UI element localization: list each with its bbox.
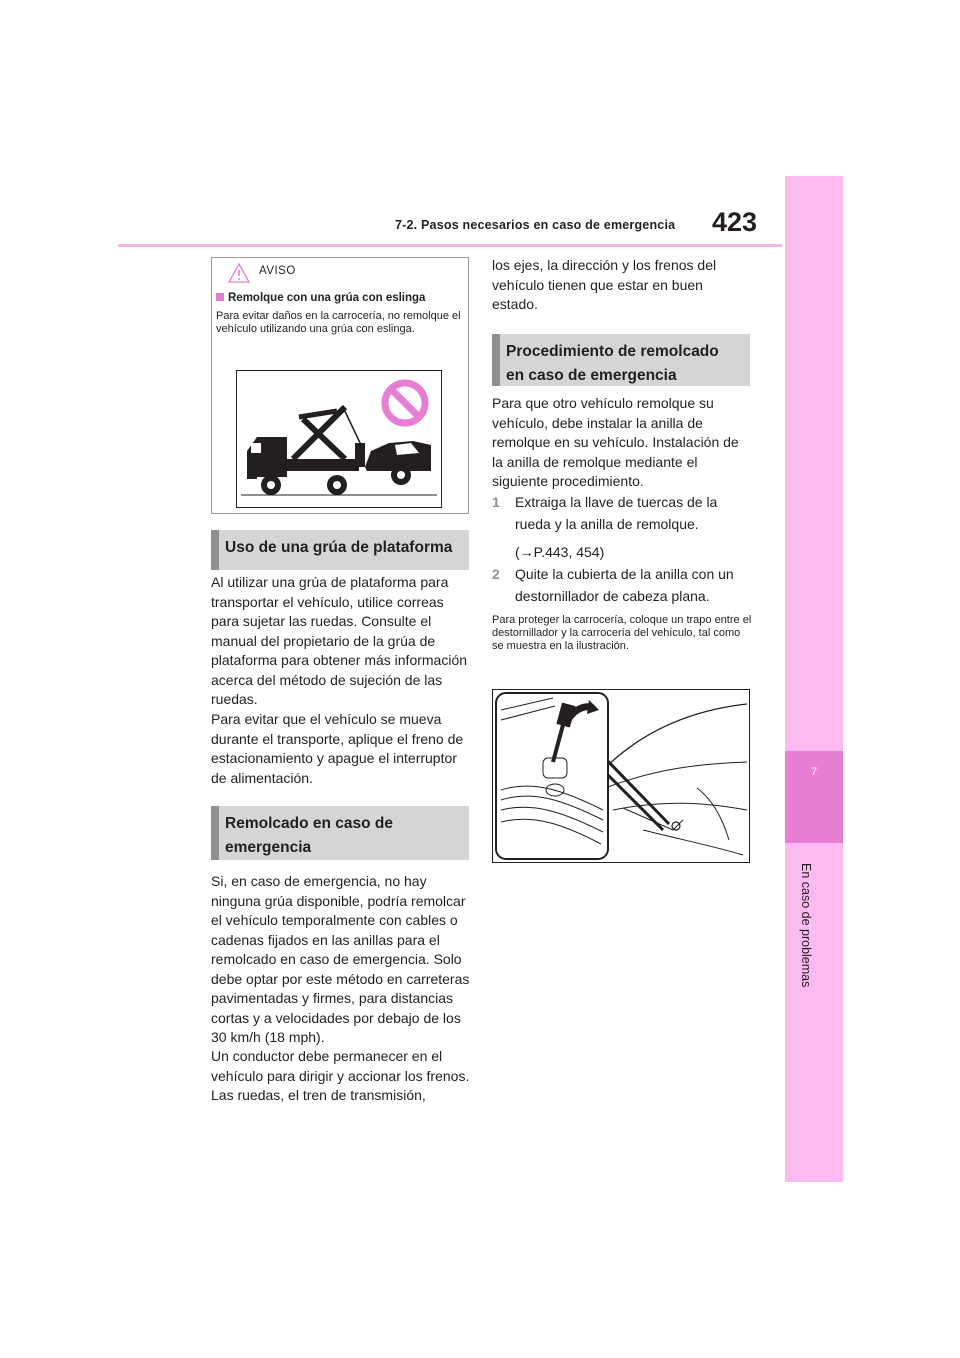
step-text [515, 491, 750, 563]
paragraph: Al utilizar una grúa de plataforma para transportar el vehículo, utilice correas para sujetar las ruedas. Consulte el manual del propietario de la grúa de plataforma para obtener más información acerca del método de sujeción de las ruedas. [211, 574, 468, 707]
remove-cover-with-screwdriver-illustration [492, 689, 750, 863]
section-title: 7-2. Pasos necesarios en caso de emergencia [395, 218, 676, 232]
section-heading-procedure: Procedimiento de remolcado en caso de emergencia [492, 334, 750, 386]
step-text-main: Extraiga la llave de tuercas de la rueda y la anilla de remolque. [515, 494, 718, 532]
chapter-label [797, 863, 817, 1013]
warning-triangle-icon [228, 263, 250, 288]
chapter-number-box [785, 751, 843, 843]
page-reference: (→P.443, 454) [515, 544, 605, 560]
page-number: 423 [712, 207, 758, 237]
section-heading-emergency-tow: Remolcado en caso de emergencia [211, 806, 469, 860]
chapter-label-text: En caso de problemas [799, 863, 813, 988]
warning-heading-text: Remolque con una grúa con eslinga [228, 292, 426, 304]
warning-heading [216, 292, 425, 304]
chapter-number: 7 [810, 766, 818, 778]
warning-title: AVISO [259, 265, 296, 277]
note-text: Para proteger la carrocería, coloque un trapo entre el destornillador y la carrocería del vehículo, tal como se muestra en la ilustración. [492, 614, 752, 652]
header-divider [118, 244, 782, 247]
step-number: 2 [492, 566, 500, 582]
paragraph: los ejes, la dirección y los frenos del vehículo tienen que estar en buen estado. [492, 257, 717, 312]
step-text: Quite la cubierta de la anilla con un destornillador de cabeza plana. [515, 566, 734, 604]
section-heading-platform: Uso de una grúa de plataforma [211, 530, 469, 570]
paragraph: Para que otro vehículo remolque su vehículo, debe instalar la anilla de remolque en su vehículo. Instalación de la anilla de remolque mediante el siguiente procedimiento. [492, 395, 739, 489]
chapter-side-tab [785, 176, 843, 1182]
warning-text: Para evitar daños en la carrocería, no remolque el vehículo utilizando una grúa con eslinga. [216, 310, 461, 335]
paragraph: Si, en caso de emergencia, no hay ninguna grúa disponible, podría remolcar el vehículo temporalmente con cables o cadenas fijados en las anillas para el remolcado en caso de emergencia. Solo debe optar por este método en carreteras pavimentadas y firmes, para distancias cortas y a velocidades por debajo de los 30 km/h (18 mph). [211, 873, 470, 1045]
paragraph: Un conductor debe permanecer en el vehículo para dirigir y accionar los frenos. Las ruedas, el tren de transmisión, [211, 1048, 470, 1103]
paragraph: Para evitar que el vehículo se mueva durante el transporte, aplique el freno de estacionamiento y apague el interruptor de alimentación. [211, 711, 464, 786]
sling-tow-prohibited-illustration [236, 370, 442, 508]
bullet-square-icon [216, 293, 224, 301]
step-number: 1 [492, 494, 500, 510]
